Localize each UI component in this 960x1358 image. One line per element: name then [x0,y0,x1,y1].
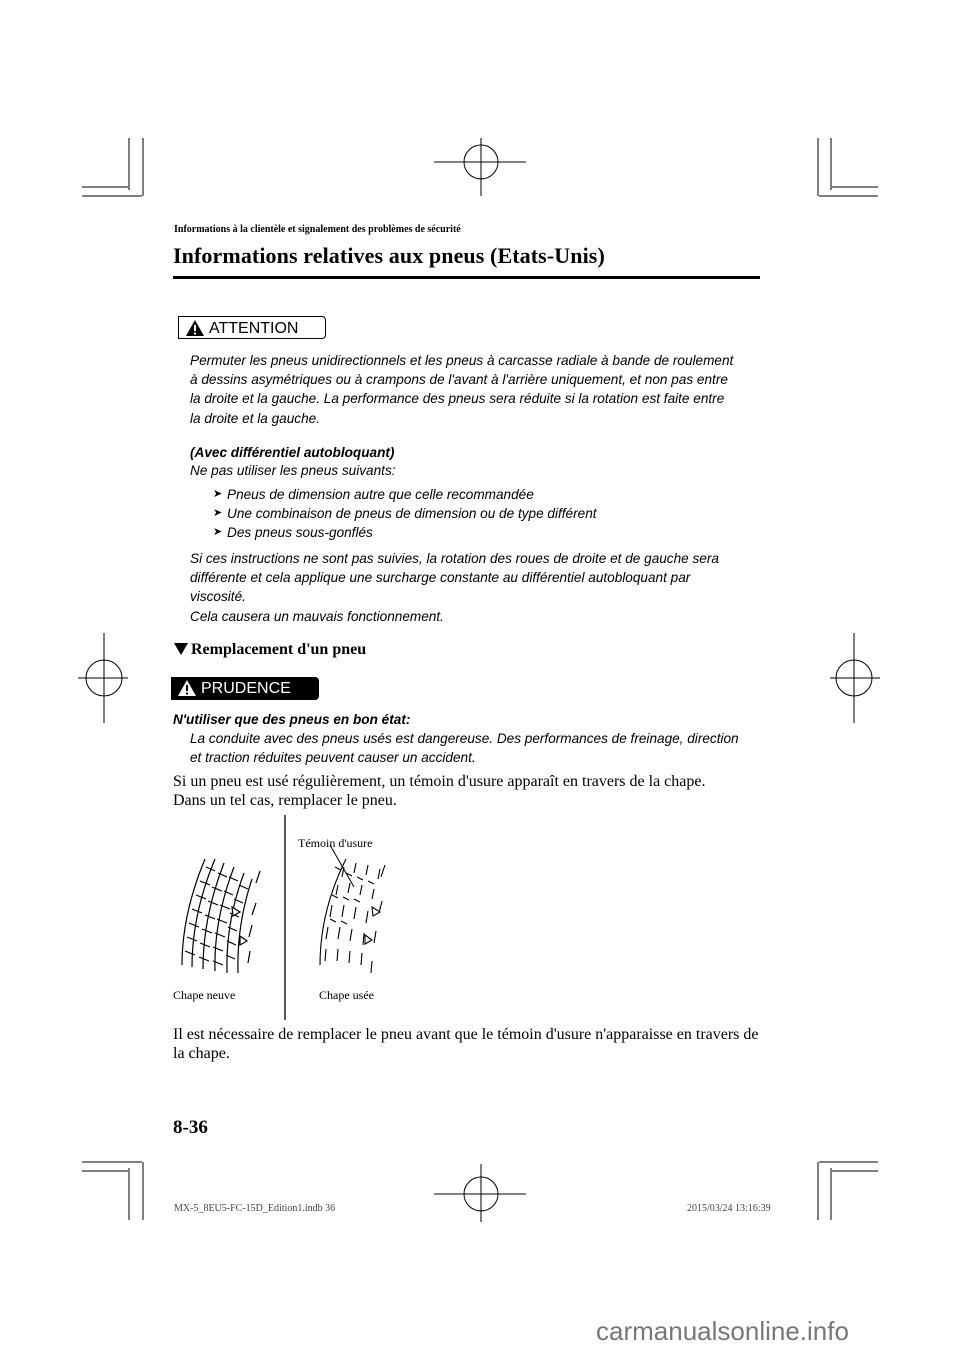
attention-label: ATTENTION [209,320,299,337]
new-tread-illustration [182,859,260,973]
warning-heading: N'utiliser que des pneus en bon état: [173,712,411,727]
section-heading: Remplacement d'un pneu [174,641,366,659]
chevron-right-icon: ➤ [213,526,223,538]
wear-indicator-label: Témoin d'usure [298,836,373,850]
worn-tread-illustration [320,845,385,973]
body-paragraph-final: Il est nécessaire de remplacer le pneu avant que le témoin d'usure n'apparaisse en travers de la chape. [173,1026,759,1062]
warning-icon [185,319,205,337]
attention-subheading: (Avec différentiel autobloquant) [190,445,395,460]
new-tread-label: Chape neuve [173,988,236,1002]
body-paragraph: Si un pneu est usé régulièrement, un témoin d'usure apparaît en travers de la chape. Dans un tel cas, remplacer le pneu. [173,773,706,809]
chevron-right-icon: ➤ [213,488,223,500]
attention-intro: Ne pas utiliser les pneus suivants: [190,463,396,478]
title-divider [173,276,760,279]
attention-paragraph-1: Permuter les pneus unidirectionnels et les pneus à carcasse radiale à bande de roulement à dessins asymétriques ou à crampons de l'avant à l'arrière uniquement, et non pas entre la droite et la gauche. La performance des pneus sera réduite si la rotation est faite entre la droite et la gauche. [190,353,734,426]
prudence-badge [171,677,319,700]
prudence-label: PRUDENCE [201,680,291,697]
section-breadcrumb: Informations à la clientèle et signalement des problèmes de sécurité [174,224,461,235]
triangle-down-icon [174,643,188,655]
attention-paragraph-2: Si ces instructions ne sont pas suivies, la rotation des roues de droite et de gauche sera différente et cela applique une surcharge constante au différentiel autobloquant par viscosité. Cela causera un mauvais fonctionnement. [190,551,719,624]
footer-timestamp: 2015/03/24 13:16:39 [687,1203,771,1214]
warning-icon [177,679,197,697]
chevron-right-icon: ➤ [213,507,223,519]
worn-tread-label: Chape usée [319,988,374,1002]
page-title: Informations relatives aux pneus (Etats-Unis) [173,243,605,268]
warning-body: La conduite avec des pneus usés est dangereuse. Des performances de freinage, direction et traction réduites peuvent causer un accident. [190,731,739,766]
page-number: 8-36 [173,1117,208,1138]
footer-filename: MX-5_8EU5-FC-15D_Edition1.indb 36 [174,1203,336,1214]
watermark: carmanualsonline.info [596,1316,849,1346]
attention-badge [178,316,326,339]
